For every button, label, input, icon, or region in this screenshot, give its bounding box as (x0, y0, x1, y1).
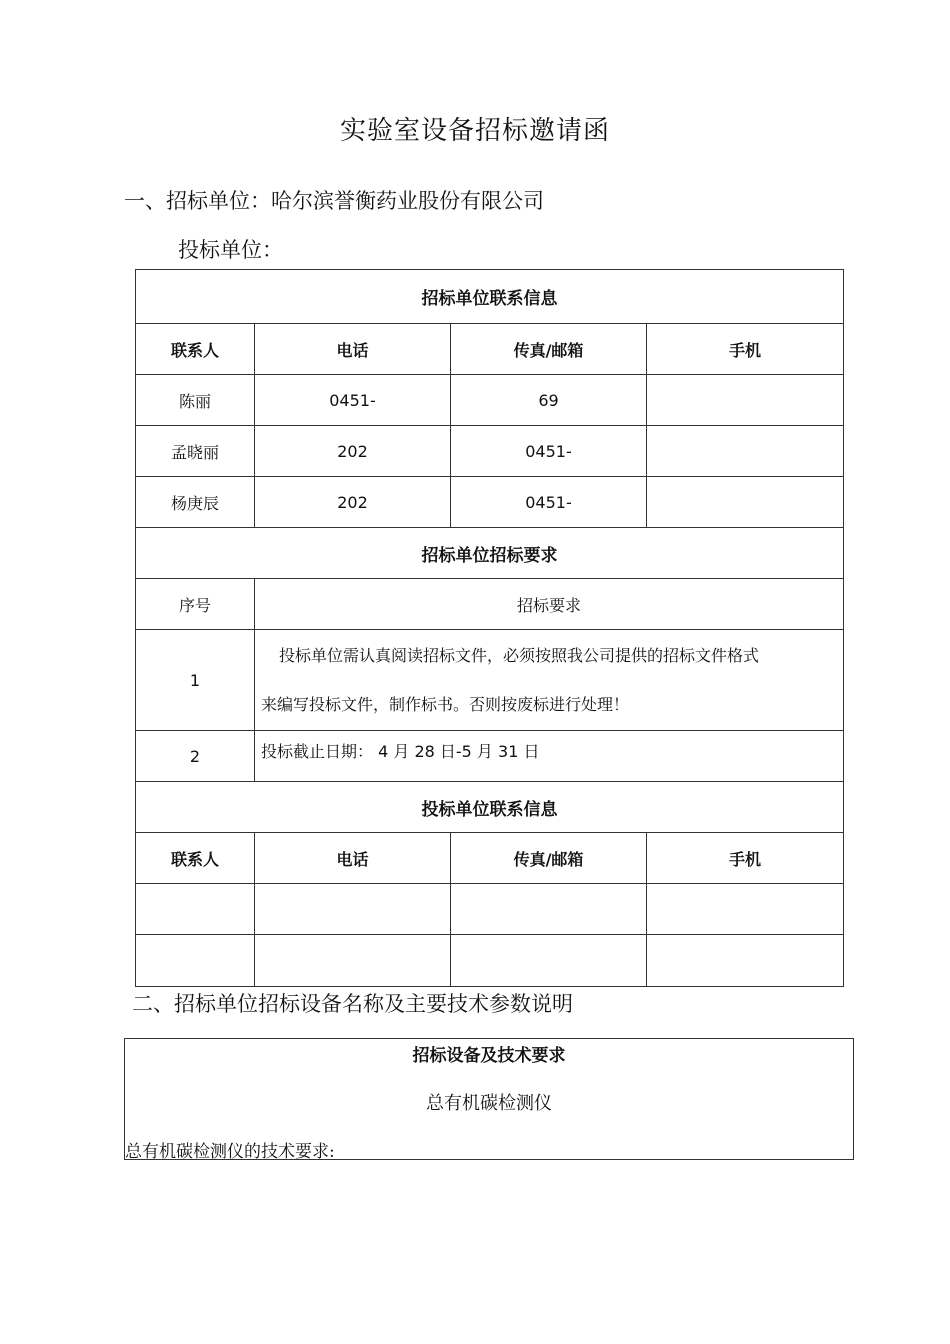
section2-heading: 二、招标单位招标设备名称及主要技术参数说明 (132, 992, 573, 1016)
req-text-line: 来编写投标文件，制作标书。否则按废标进行处理！ (261, 695, 630, 714)
bidder-contact-name (136, 884, 255, 935)
equipment-requirements-label: 总有机碳检测仪的技术要求: (125, 1142, 335, 1162)
req-text (255, 630, 844, 731)
equipment-name: 总有机碳检测仪 (426, 1093, 552, 1114)
requirements-header-row (136, 579, 844, 630)
bidder-contact-name (136, 935, 255, 987)
contact-header-row (136, 833, 844, 884)
contact-fax-email: 69 (451, 375, 647, 426)
contact-fax-email: 0451- (451, 477, 647, 528)
req-text: 投标截止日期： 4 月 28 日-5 月 31 日 (255, 731, 844, 782)
header-contact: 联系人 (136, 324, 255, 375)
tender-table (135, 269, 844, 987)
header-requirement: 招标要求 (255, 579, 844, 630)
contact-name: 陈丽 (136, 375, 255, 426)
equipment-heading: 招标设备及技术要求 (412, 1046, 566, 1066)
requirements-title: 招标单位招标要求 (136, 528, 844, 579)
table-row (136, 477, 844, 528)
bidder-contact-fax-email (451, 884, 647, 935)
req-number: 1 (136, 630, 255, 731)
contact-fax-email: 0451- (451, 426, 647, 477)
document-title: 实验室设备招标邀请函 (339, 116, 610, 146)
header-phone: 电话 (255, 833, 451, 884)
contact-header-row (136, 324, 844, 375)
table-row (136, 731, 844, 782)
bidder-contact-title: 投标单位联系信息 (136, 782, 844, 833)
header-fax-email: 传真/邮箱 (451, 833, 647, 884)
header-seq: 序号 (136, 579, 255, 630)
bidder-contact-mobile (647, 935, 844, 987)
bidder-contact-phone (255, 935, 451, 987)
bidder-contact-phone (255, 884, 451, 935)
contact-phone: 202 (255, 477, 451, 528)
header-mobile: 手机 (647, 833, 844, 884)
header-contact: 联系人 (136, 833, 255, 884)
bidder-contact-fax-email (451, 935, 647, 987)
header-phone: 电话 (255, 324, 451, 375)
contact-name: 孟晓丽 (136, 426, 255, 477)
bidder-label: 投标单位： (178, 238, 283, 262)
section1-heading: 一、招标单位：哈尔滨誉衡药业股份有限公司 (124, 189, 544, 213)
contact-mobile (647, 477, 844, 528)
req-text-line: 投标单位需认真阅读招标文件，必须按照我公司提供的招标文件格式 (279, 646, 760, 665)
header-mobile: 手机 (647, 324, 844, 375)
bidder-contact-mobile (647, 884, 844, 935)
table-row (136, 630, 844, 731)
contact-mobile (647, 375, 844, 426)
table-row (136, 375, 844, 426)
table-row (136, 884, 844, 935)
table-row (136, 426, 844, 477)
tenderer-contact-title: 招标单位联系信息 (136, 270, 844, 324)
contact-phone: 202 (255, 426, 451, 477)
req-number: 2 (136, 731, 255, 782)
table-row (136, 935, 844, 987)
contact-mobile (647, 426, 844, 477)
contact-name: 杨庚辰 (136, 477, 255, 528)
contact-phone: 0451- (255, 375, 451, 426)
header-fax-email: 传真/邮箱 (451, 324, 647, 375)
equipment-box (124, 1038, 854, 1160)
